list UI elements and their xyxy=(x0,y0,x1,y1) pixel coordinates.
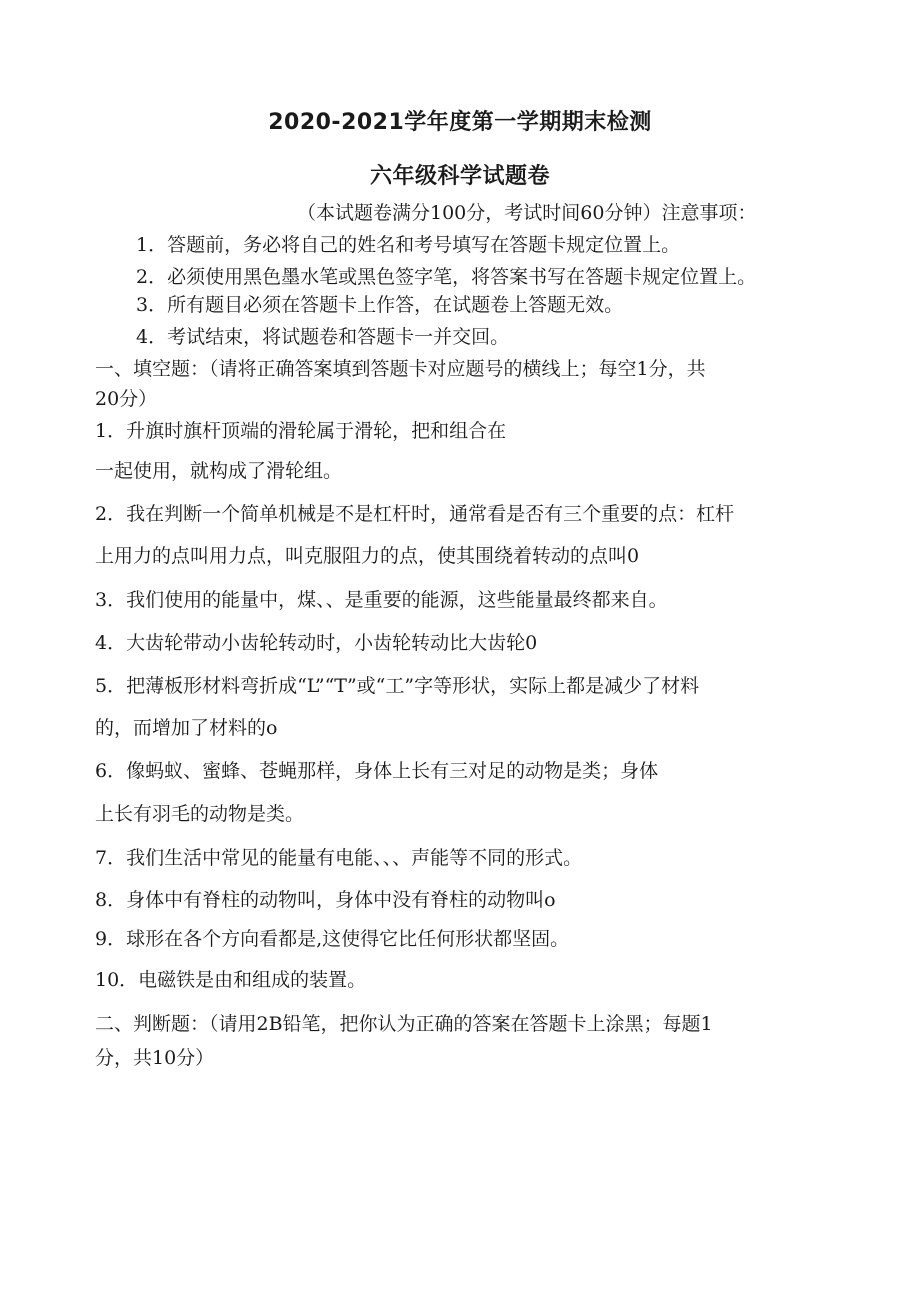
question-1: 1．升旗时旗杆顶端的滑轮属于滑轮，把和组合在 xyxy=(95,420,507,442)
question-4: 4．大齿轮带动小齿轮转动时，小齿轮转动比大齿轮0 xyxy=(95,632,538,654)
question-6-cont: 上长有羽毛的动物是类。 xyxy=(95,803,305,825)
question-8: 8．身体中有脊柱的动物叫，身体中没有脊柱的动物叫o xyxy=(95,889,556,911)
note-item: 2．必须使用黑色墨水笔或黑色签字笔，将答案书写在答题卡规定位置上。 xyxy=(136,266,757,288)
section1-heading-cont: 20分） xyxy=(95,388,158,410)
notes-intro: （本试题卷满分100分，考试时间60分钟）注意事项： xyxy=(297,202,757,224)
question-7: 7．我们生活中常见的能量有电能、、、声能等不同的形式。 xyxy=(95,847,583,869)
exam-subtitle: 六年级科学试题卷 xyxy=(369,164,550,189)
question-1-cont: 一起使用，就构成了滑轮组。 xyxy=(95,460,343,482)
question-6: 6．像蚂蚁、蜜蜂、苍蝇那样，身体上长有三对足的动物是类；身体 xyxy=(95,760,659,782)
section2-heading: 二、判断题：（请用2B铅笔，把你认为正确的答案在答题卡上涂黑；每题1 xyxy=(95,1013,713,1035)
section2-heading-cont: 分，共10分） xyxy=(95,1047,215,1069)
question-9: 9．球形在各个方向看都是,这使得它比任何形状都坚固。 xyxy=(95,928,570,950)
question-10: 10．电磁铁是由和组成的装置。 xyxy=(95,969,367,991)
question-2-cont: 上用力的点叫用力点，叫克服阻力的点，使其围绕着转动的点叫0 xyxy=(95,545,640,567)
question-5-cont: 的，而增加了材料的o xyxy=(95,717,278,739)
exam-title: 2020-2021学年度第一学期期末检测 xyxy=(268,110,652,135)
question-3: 3．我们使用的能量中，煤、、是重要的能源，这些能量最终都来自。 xyxy=(95,589,668,611)
question-2: 2．我在判断一个简单机械是不是杠杆时，通常看是否有三个重要的点：杠杆 xyxy=(95,503,735,525)
section1-heading: 一、填空题：（请将正确答案填到答题卡对应题号的横线上；每空1分，共 xyxy=(95,358,706,380)
question-5: 5．把薄板形材料弯折成“L”“T”或“工”字等形状，实际上都是减少了材料 xyxy=(95,675,700,697)
note-item: 4．考试结束，将试题卷和答题卡一并交回。 xyxy=(136,326,510,348)
note-item: 1．答题前，务必将自己的姓名和考号填写在答题卡规定位置上。 xyxy=(136,234,681,256)
note-item: 3．所有题目必须在答题卡上作答，在试题卷上答题无效。 xyxy=(136,294,624,316)
